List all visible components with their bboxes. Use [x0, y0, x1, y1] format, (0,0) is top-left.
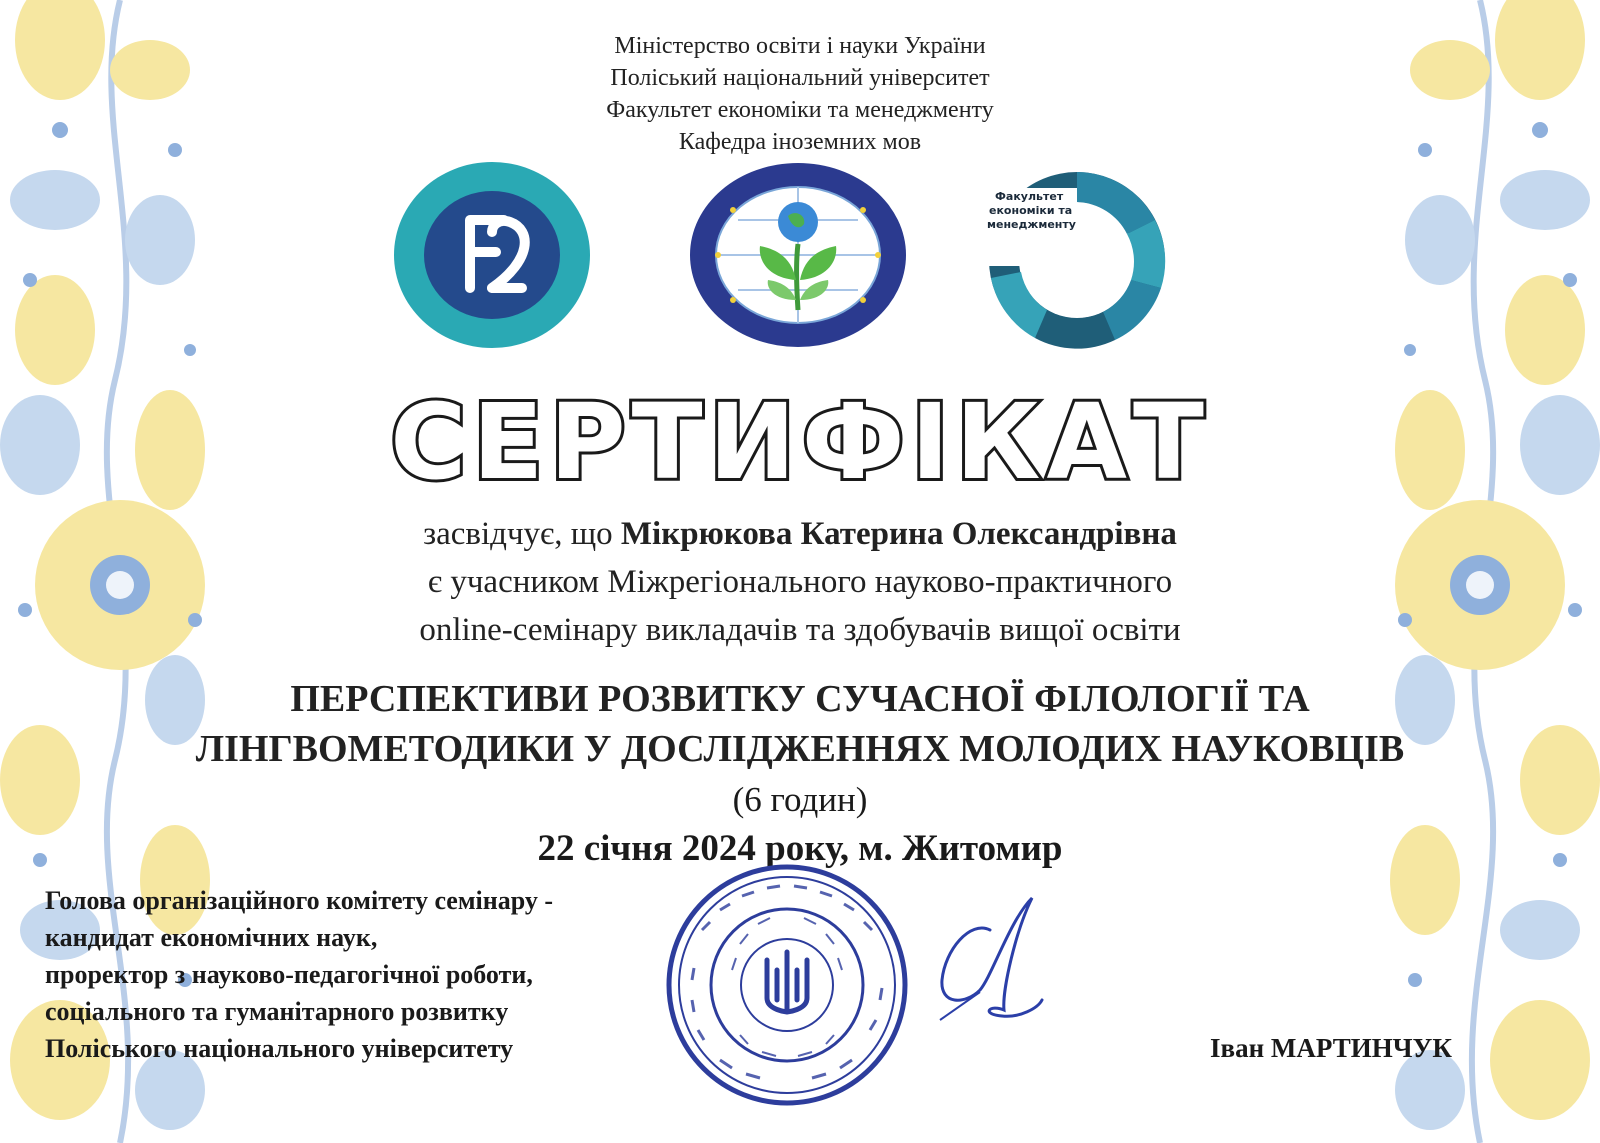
- svg-text:менеджменту: менеджменту: [987, 218, 1076, 231]
- department-name: Кафедра іноземних мов: [678, 129, 922, 155]
- participant-line: є учасником Міжрегіонального науково-практичного: [427, 564, 1173, 600]
- certificate-header: [0, 30, 1600, 158]
- certificate-title: СЕРТИФІКАТ: [390, 381, 1210, 503]
- faculty-logo: [985, 168, 1170, 353]
- university-name: Поліський національний університет: [610, 65, 990, 91]
- svg-text:економіки та: економіки та: [989, 204, 1073, 217]
- recipient-name: Мікрюкова Катерина Олександрівна: [620, 516, 1177, 552]
- faculty-name: Факультет економіки та менеджменту: [606, 97, 994, 123]
- trident-icon: [767, 952, 807, 1012]
- signatory-role: [45, 882, 695, 1067]
- ministry-name: Міністерство освіти і науки України: [614, 33, 986, 59]
- official-stamp: [662, 860, 912, 1115]
- certifies-text: засвідчує, що: [423, 516, 621, 552]
- seminar-topic-line1: ПЕРСПЕКТИВИ РОЗВИТКУ СУЧАСНОЇ ФІЛОЛОГІЇ ТА: [290, 678, 1310, 720]
- certification-line: [0, 510, 1600, 558]
- role-line: кандидат економічних наук,: [45, 923, 378, 952]
- university-emblem-logo: [688, 160, 908, 350]
- role-line: проректор з науково-педагогічної роботи,: [45, 960, 533, 989]
- role-line: Поліського національного університету: [45, 1034, 514, 1063]
- role-line: соціального та гуманітарного розвитку: [45, 997, 509, 1026]
- fl-department-logo: [392, 160, 592, 350]
- seminar-hours: (6 годин): [732, 780, 868, 819]
- signatory-name: Іван МАРТИНЧУК: [1210, 1033, 1452, 1063]
- handwritten-signature: [920, 880, 1050, 1035]
- seminar-topic-line2: ЛІНГВОМЕТОДИКИ У ДОСЛІДЖЕННЯХ МОЛОДИХ НАУКОВЦІВ: [195, 728, 1405, 770]
- seminar-line: online-семінару викладачів та здобувачів вищої освіти: [419, 612, 1181, 648]
- svg-text:Факультет: Факультет: [995, 190, 1064, 203]
- role-line: Голова організаційного комітету семінару -: [45, 886, 554, 915]
- date-place: 22 січня 2024 року, м. Житомир: [537, 828, 1063, 869]
